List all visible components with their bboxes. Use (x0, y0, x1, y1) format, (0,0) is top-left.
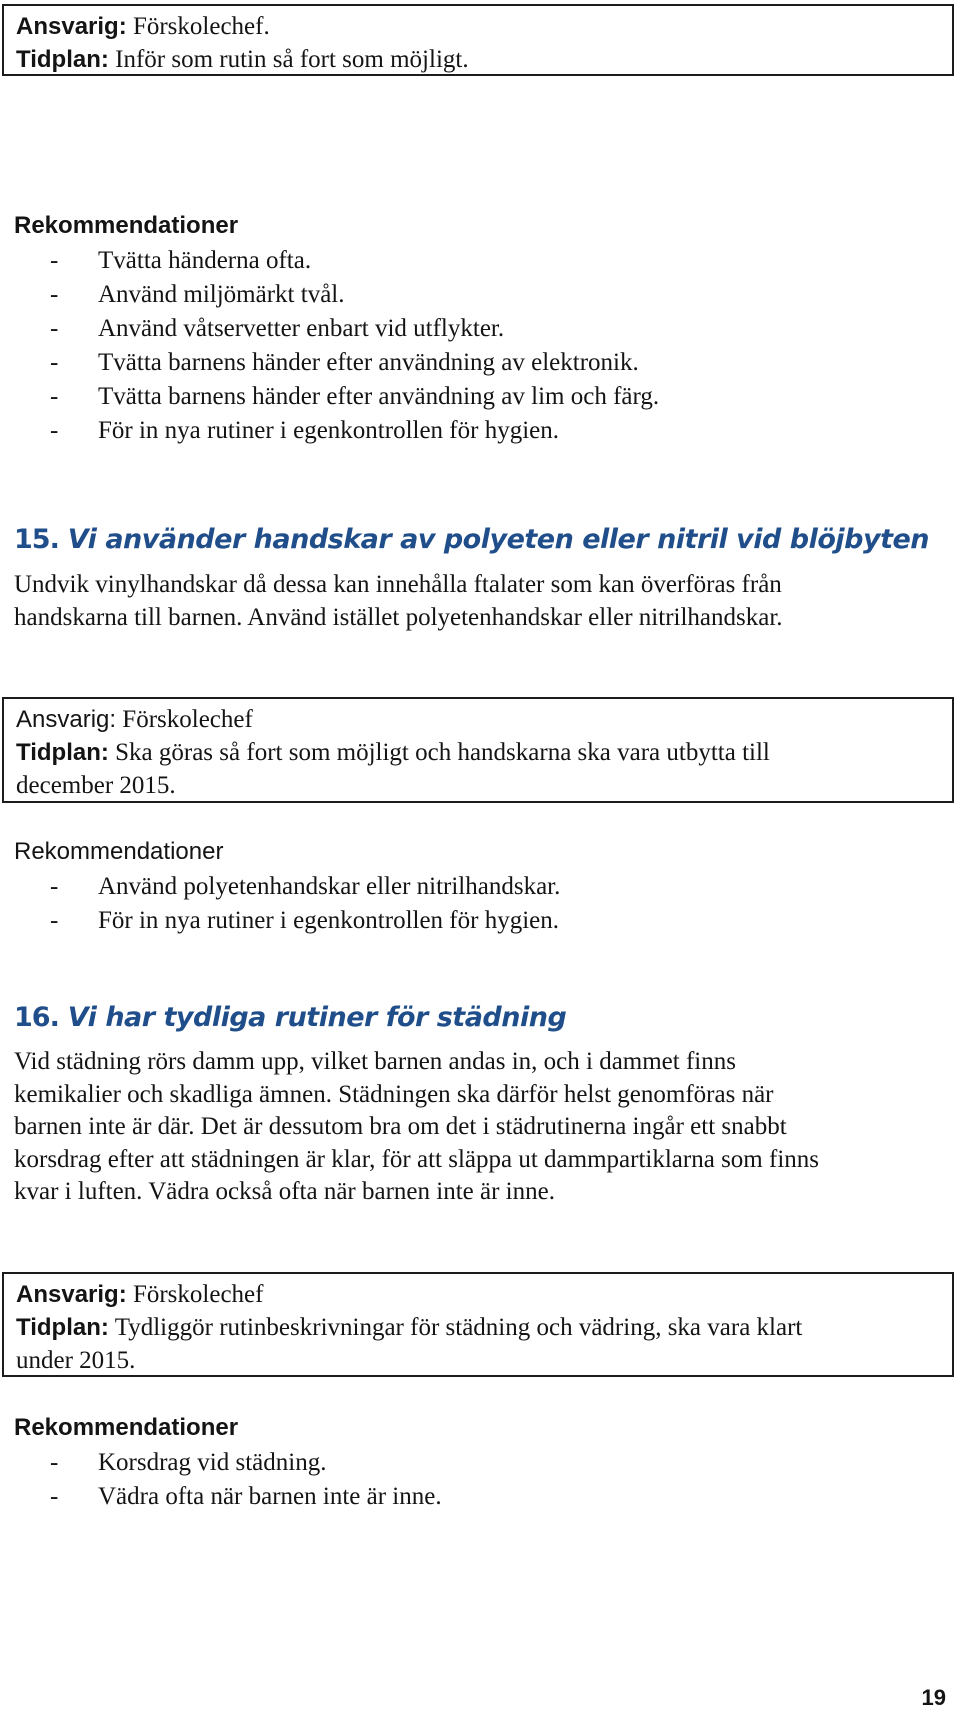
tidplan-label: Tidplan: (16, 46, 109, 73)
ansvarig-value: Förskolechef (132, 1281, 264, 1308)
ansvarig-value: Förskolechef (122, 706, 253, 733)
ansvarig-label: Ansvarig: (16, 1281, 127, 1308)
ansvarig-label: Ansvarig: (16, 13, 127, 40)
tidplan-label: Tidplan: (16, 739, 109, 766)
document-page: Ansvarig: Förskolechef. Tidplan: Inför som rutin så fort som möjligt. Rekommendationer - Tvätta händerna ofta. - Använd miljömärkt tvål. - Använd våtservetter enbart vid utflykter. - Tvätta barnens händer efter användning av elektronik. - Tvätta barnens händer efter användning av lim och färg. - För in nya rutiner i egenkontrollen för hygien. 15. Vi använder handskar av polyeten eller nitril vid blöjbyten Undvik vinylhandskar då dessa kan innehålla ftalater som kan överföras från handskarna till barnen. Använd istället polyetenhandskar eller nitrilhandskar. Ansvarig: Förskolechef Tidplan: Ska göras så fort som möjligt och handskarna ska vara utbytta till december 2015. Rekommendationer - Använd polyetenhandskar eller nitrilhandskar. - För in nya rutiner i egenkontrollen för hygien. 16. Vi har tydliga rutiner för städning Vid städning rörs damm upp, vilket barnen andas in, och i dammet finns kemikalier och skadliga ämnen. Städningen ska därför helst genomföras när barnen inte är där. Det är dessutom bra om det i städrutinerna ingår ett snabbt korsdrag efter att städningen är klar, för att släppa ut dammpartiklarna som finns kvar i luften. Vädra också ofta när barnen inte är inne. Ansvarig: Förskolechef Tidplan: Tydliggör rutinbeskrivningar för städning och vädring, ska vara klart under 2015. Rekommendationer - Korsdrag vid städning. - Vädra ofta när barnen inte är inne. 19 (0, 0, 960, 1713)
section-number: 16. (14, 1002, 59, 1033)
ansvarig-value: Förskolechef. (132, 13, 270, 40)
recommendations-heading: Rekommendationer (14, 212, 239, 239)
tidplan-value: Inför som rutin så fort som möjligt. (115, 46, 469, 73)
section-title: Vi har tydliga rutiner för städning (67, 1002, 567, 1033)
tidplan-continuation: under 2015. (16, 1347, 136, 1374)
tidplan-line (16, 1311, 940, 1344)
section-title: Vi använder handskar av polyeten eller nitril vid blöjbyten (67, 524, 930, 555)
tidplan-continuation: december 2015. (16, 772, 176, 799)
page-number: 19 (921, 1685, 946, 1710)
ansvarig-line (16, 10, 940, 43)
tidplan-line (16, 736, 940, 769)
section-number: 15. (14, 524, 59, 555)
ansvarig-label: Ansvarig: (16, 706, 117, 733)
recommendations-heading: Rekommendationer (14, 1414, 239, 1441)
section-16-paragraph: Vid städning rörs damm upp, vilket barnen andas in, och i dammet finns kemikalier och skadliga ämnen. Städningen ska därför helst genomföras när barnen inte är där. Det är dessutom bra om det i städrutinerna ingår ett snabbt korsdrag efter att städningen är klar, för att släppa ut dammpartiklarna som finns kvar i luften. Vädra också ofta när barnen inte är inne. (14, 1048, 819, 1205)
ansvarig-line (16, 703, 940, 736)
responsibility-box-15 (2, 697, 954, 803)
ansvarig-line (16, 1278, 940, 1311)
tidplan-label: Tidplan: (16, 1314, 109, 1341)
responsibility-box-16 (2, 1272, 954, 1377)
recommendations-heading: Rekommendationer (14, 838, 224, 865)
section-15-paragraph: Undvik vinylhandskar då dessa kan innehålla ftalater som kan överföras från handskarna till barnen. Använd istället polyetenhandskar eller nitrilhandskar. (14, 571, 783, 631)
tidplan-line (16, 43, 940, 76)
section-15-heading (14, 523, 929, 557)
section-16-heading (14, 1001, 566, 1035)
responsibility-box-top (2, 4, 954, 76)
tidplan-value: Tydliggör rutinbeskrivningar för städning och vädring, ska vara klart (114, 1314, 803, 1341)
tidplan-value: Ska göras så fort som möjligt och handskarna ska vara utbytta till (115, 739, 770, 766)
